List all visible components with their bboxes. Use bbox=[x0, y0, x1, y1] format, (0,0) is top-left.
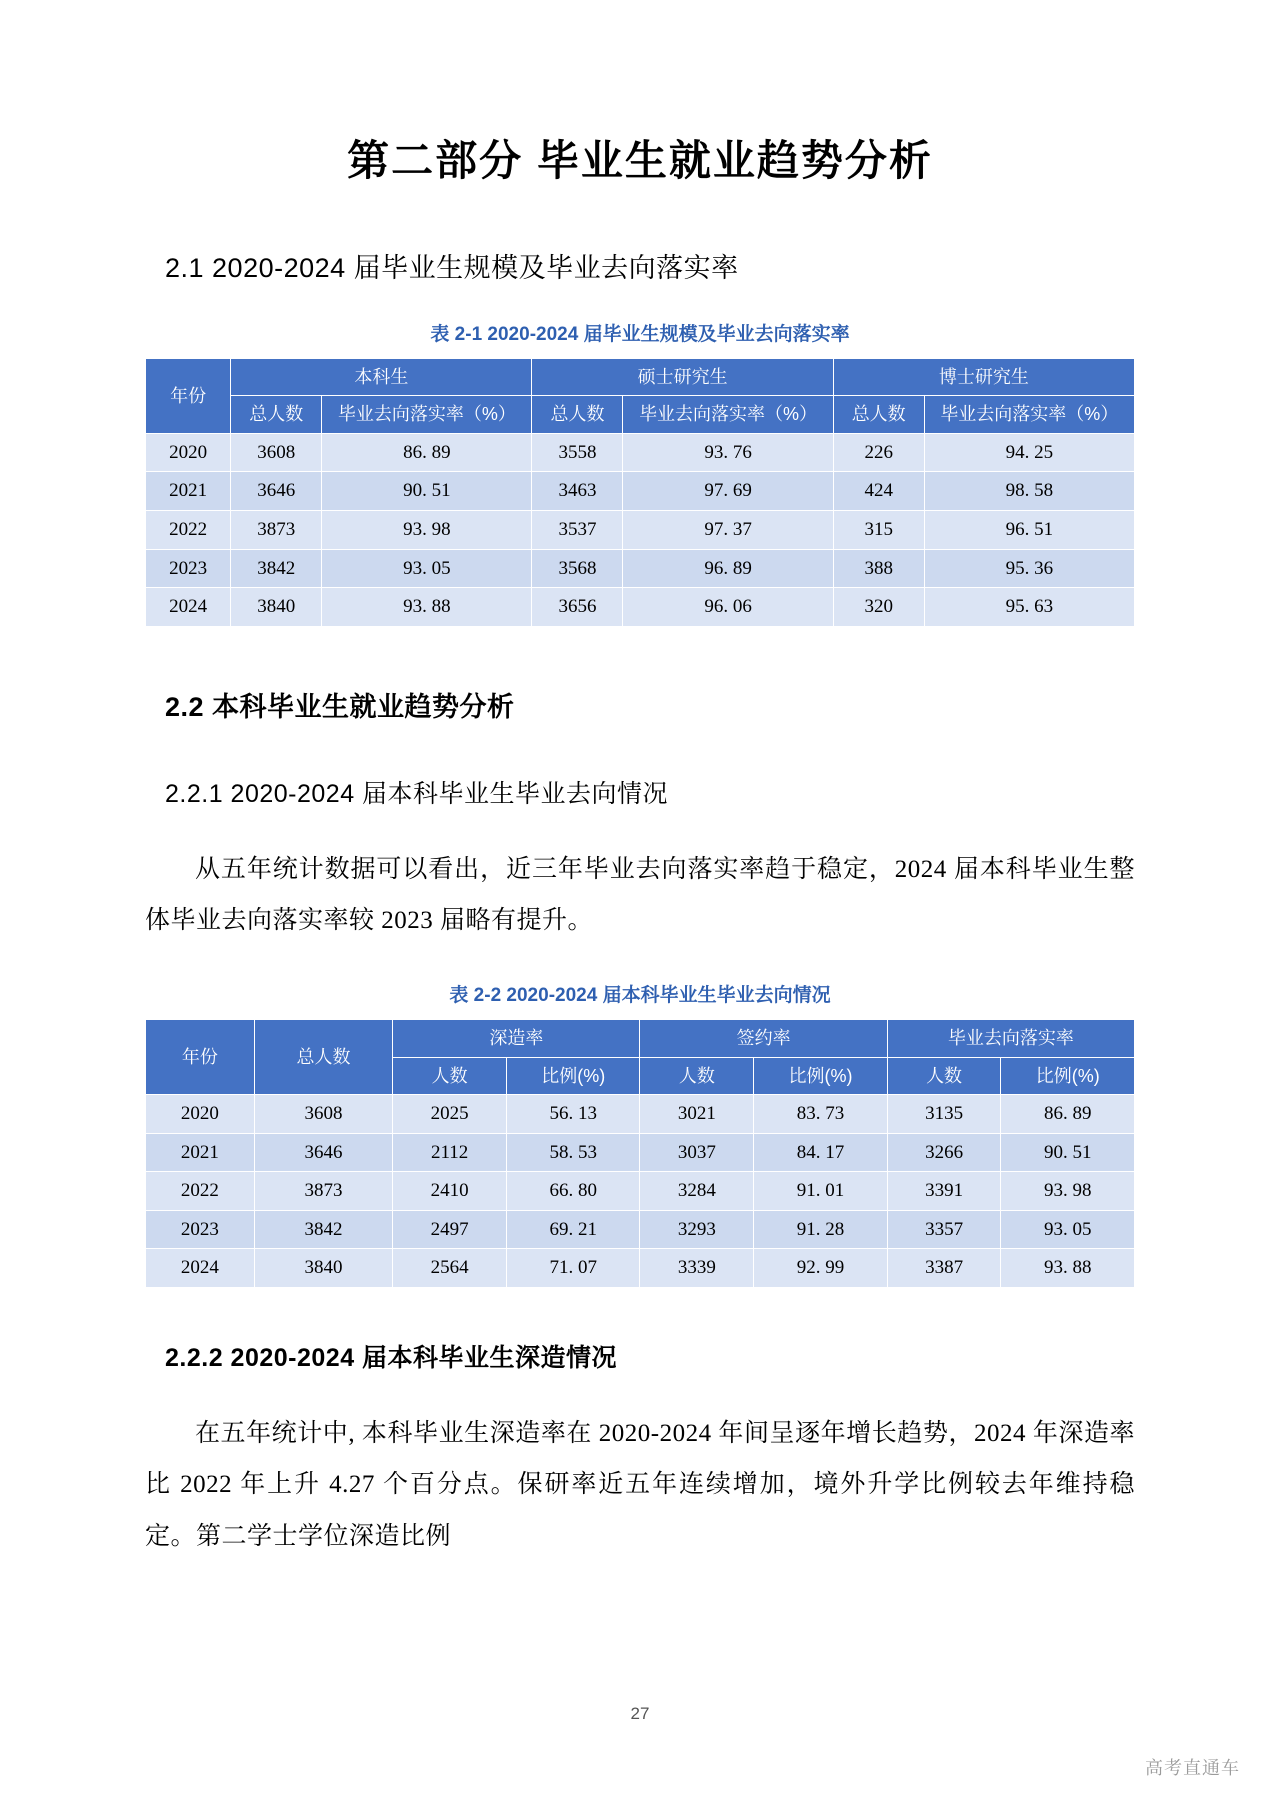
table-row bbox=[146, 549, 1135, 588]
cell-value: 66. 80 bbox=[506, 1172, 640, 1211]
table-header-row-top bbox=[146, 1020, 1135, 1057]
col-bachelor-total: 总人数 bbox=[231, 396, 322, 433]
cell-value: 58. 53 bbox=[506, 1133, 640, 1172]
table-row bbox=[146, 1210, 1135, 1249]
cell-value: 226 bbox=[833, 433, 924, 472]
cell-value: 93. 98 bbox=[1001, 1172, 1135, 1211]
cell-year: 2021 bbox=[146, 472, 231, 511]
cell-value: 3842 bbox=[231, 549, 322, 588]
paragraph-2-2-1: 从五年统计数据可以看出，近三年毕业去向落实率趋于稳定，2024 届本科毕业生整体毕业去向落实率较 2023 届略有提升。 bbox=[145, 855, 1135, 935]
col-signed-count: 人数 bbox=[640, 1057, 754, 1094]
col-signed-pct: 比例(%) bbox=[754, 1057, 888, 1094]
cell-value: 93. 76 bbox=[623, 433, 833, 472]
cell-value: 3266 bbox=[887, 1133, 1001, 1172]
cell-value: 94. 25 bbox=[924, 433, 1134, 472]
col-group-signed: 签约率 bbox=[640, 1020, 887, 1057]
cell-year: 2023 bbox=[146, 549, 231, 588]
cell-value: 86. 89 bbox=[322, 433, 532, 472]
watermark: 高考直通车 bbox=[1145, 1758, 1240, 1778]
cell-value: 3391 bbox=[887, 1172, 1001, 1211]
cell-value: 3357 bbox=[887, 1210, 1001, 1249]
cell-year: 2021 bbox=[146, 1133, 255, 1172]
col-group-advanced-study: 深造率 bbox=[393, 1020, 640, 1057]
cell-value: 95. 36 bbox=[924, 549, 1134, 588]
section-heading-2-2-1: 2.2.1 2020-2024 届本科毕业生毕业去向情况 bbox=[165, 779, 669, 808]
cell-value: 2410 bbox=[393, 1172, 507, 1211]
cell-value: 84. 17 bbox=[754, 1133, 888, 1172]
cell-value: 3656 bbox=[532, 588, 623, 627]
cell-value: 3387 bbox=[887, 1249, 1001, 1288]
col-master-total: 总人数 bbox=[532, 396, 623, 433]
cell-value: 3463 bbox=[532, 472, 623, 511]
col-group-bachelor: 本科生 bbox=[231, 359, 532, 396]
table-row bbox=[146, 1249, 1135, 1288]
section-heading-2-1: 2.1 2020-2024 届毕业生规模及毕业去向落实率 bbox=[165, 253, 739, 283]
cell-value: 3037 bbox=[640, 1133, 754, 1172]
col-doctor-rate: 毕业去向落实率（%） bbox=[924, 396, 1134, 433]
cell-value: 93. 05 bbox=[1001, 1210, 1135, 1249]
table-header-row-top bbox=[146, 359, 1135, 396]
cell-value: 3135 bbox=[887, 1094, 1001, 1133]
cell-value: 97. 69 bbox=[623, 472, 833, 511]
cell-value: 96. 06 bbox=[623, 588, 833, 627]
cell-value: 69. 21 bbox=[506, 1210, 640, 1249]
cell-year: 2020 bbox=[146, 1094, 255, 1133]
cell-year: 2023 bbox=[146, 1210, 255, 1249]
col-placement-count: 人数 bbox=[887, 1057, 1001, 1094]
table-row bbox=[146, 1094, 1135, 1133]
cell-value: 424 bbox=[833, 472, 924, 511]
cell-value: 56. 13 bbox=[506, 1094, 640, 1133]
cell-value: 93. 98 bbox=[322, 510, 532, 549]
table-row bbox=[146, 1172, 1135, 1211]
col-bachelor-rate: 毕业去向落实率（%） bbox=[322, 396, 532, 433]
cell-value: 95. 63 bbox=[924, 588, 1134, 627]
cell-value: 3842 bbox=[254, 1210, 392, 1249]
cell-value: 3646 bbox=[231, 472, 322, 511]
col-group-placement: 毕业去向落实率 bbox=[887, 1020, 1134, 1057]
cell-value: 3608 bbox=[254, 1094, 392, 1133]
cell-value: 86. 89 bbox=[1001, 1094, 1135, 1133]
cell-value: 315 bbox=[833, 510, 924, 549]
cell-value: 93. 88 bbox=[322, 588, 532, 627]
col-group-master: 硕士研究生 bbox=[532, 359, 833, 396]
cell-value: 3840 bbox=[231, 588, 322, 627]
cell-value: 83. 73 bbox=[754, 1094, 888, 1133]
cell-value: 388 bbox=[833, 549, 924, 588]
table-2-1-caption: 表 2-1 2020-2024 届毕业生规模及毕业去向落实率 bbox=[430, 324, 850, 345]
paragraph-2-2-2: 在五年统计中, 本科毕业生深造率在 2020-2024 年间呈逐年增长趋势，2024 年深造率比 2022 年上升 4.27 个百分点。保研率近五年连续增加，境外升学比例较去年维持稳定。第二学士学位深造比例 bbox=[145, 1420, 1135, 1550]
table-row bbox=[146, 510, 1135, 549]
table-row bbox=[146, 588, 1135, 627]
col-total: 总人数 bbox=[254, 1020, 392, 1095]
cell-value: 3608 bbox=[231, 433, 322, 472]
table-row bbox=[146, 472, 1135, 511]
cell-value: 93. 05 bbox=[322, 549, 532, 588]
cell-value: 3840 bbox=[254, 1249, 392, 1288]
cell-value: 71. 07 bbox=[506, 1249, 640, 1288]
cell-year: 2020 bbox=[146, 433, 231, 472]
col-advanced-pct: 比例(%) bbox=[506, 1057, 640, 1094]
cell-value: 2112 bbox=[393, 1133, 507, 1172]
table-2-1 bbox=[145, 358, 1135, 627]
cell-year: 2022 bbox=[146, 510, 231, 549]
cell-year: 2024 bbox=[146, 1249, 255, 1288]
col-advanced-count: 人数 bbox=[393, 1057, 507, 1094]
table-2-2-caption: 表 2-2 2020-2024 届本科毕业生毕业去向情况 bbox=[449, 985, 831, 1007]
cell-value: 2564 bbox=[393, 1249, 507, 1288]
cell-value: 3568 bbox=[532, 549, 623, 588]
cell-value: 90. 51 bbox=[1001, 1133, 1135, 1172]
cell-value: 3537 bbox=[532, 510, 623, 549]
section-heading-2-2-2: 2.2.2 2020-2024 届本科毕业生深造情况 bbox=[165, 1344, 618, 1373]
cell-value: 3873 bbox=[231, 510, 322, 549]
table-row bbox=[146, 433, 1135, 472]
cell-year: 2024 bbox=[146, 588, 231, 627]
cell-value: 320 bbox=[833, 588, 924, 627]
cell-value: 90. 51 bbox=[322, 472, 532, 511]
section-heading-2-2: 2.2 本科毕业生就业趋势分析 bbox=[165, 691, 515, 722]
cell-value: 91. 28 bbox=[754, 1210, 888, 1249]
cell-value: 3558 bbox=[532, 433, 623, 472]
cell-value: 3339 bbox=[640, 1249, 754, 1288]
cell-value: 2497 bbox=[393, 1210, 507, 1249]
cell-value: 3021 bbox=[640, 1094, 754, 1133]
col-placement-pct: 比例(%) bbox=[1001, 1057, 1135, 1094]
cell-value: 3646 bbox=[254, 1133, 392, 1172]
cell-value: 3284 bbox=[640, 1172, 754, 1211]
col-year: 年份 bbox=[146, 359, 231, 434]
cell-year: 2022 bbox=[146, 1172, 255, 1211]
page-number: 27 bbox=[630, 1704, 650, 1723]
table-row bbox=[146, 1133, 1135, 1172]
col-master-rate: 毕业去向落实率（%） bbox=[623, 396, 833, 433]
cell-value: 98. 58 bbox=[924, 472, 1134, 511]
col-group-doctor: 博士研究生 bbox=[833, 359, 1134, 396]
cell-value: 3293 bbox=[640, 1210, 754, 1249]
cell-value: 93. 88 bbox=[1001, 1249, 1135, 1288]
cell-value: 97. 37 bbox=[623, 510, 833, 549]
cell-value: 96. 89 bbox=[623, 549, 833, 588]
cell-value: 92. 99 bbox=[754, 1249, 888, 1288]
table-2-2 bbox=[145, 1019, 1135, 1288]
col-year: 年份 bbox=[146, 1020, 255, 1095]
table-header-row-sub bbox=[146, 396, 1135, 433]
cell-value: 2025 bbox=[393, 1094, 507, 1133]
cell-value: 91. 01 bbox=[754, 1172, 888, 1211]
page-title: 第二部分 毕业生就业趋势分析 bbox=[347, 137, 933, 184]
cell-value: 96. 51 bbox=[924, 510, 1134, 549]
col-doctor-total: 总人数 bbox=[833, 396, 924, 433]
cell-value: 3873 bbox=[254, 1172, 392, 1211]
